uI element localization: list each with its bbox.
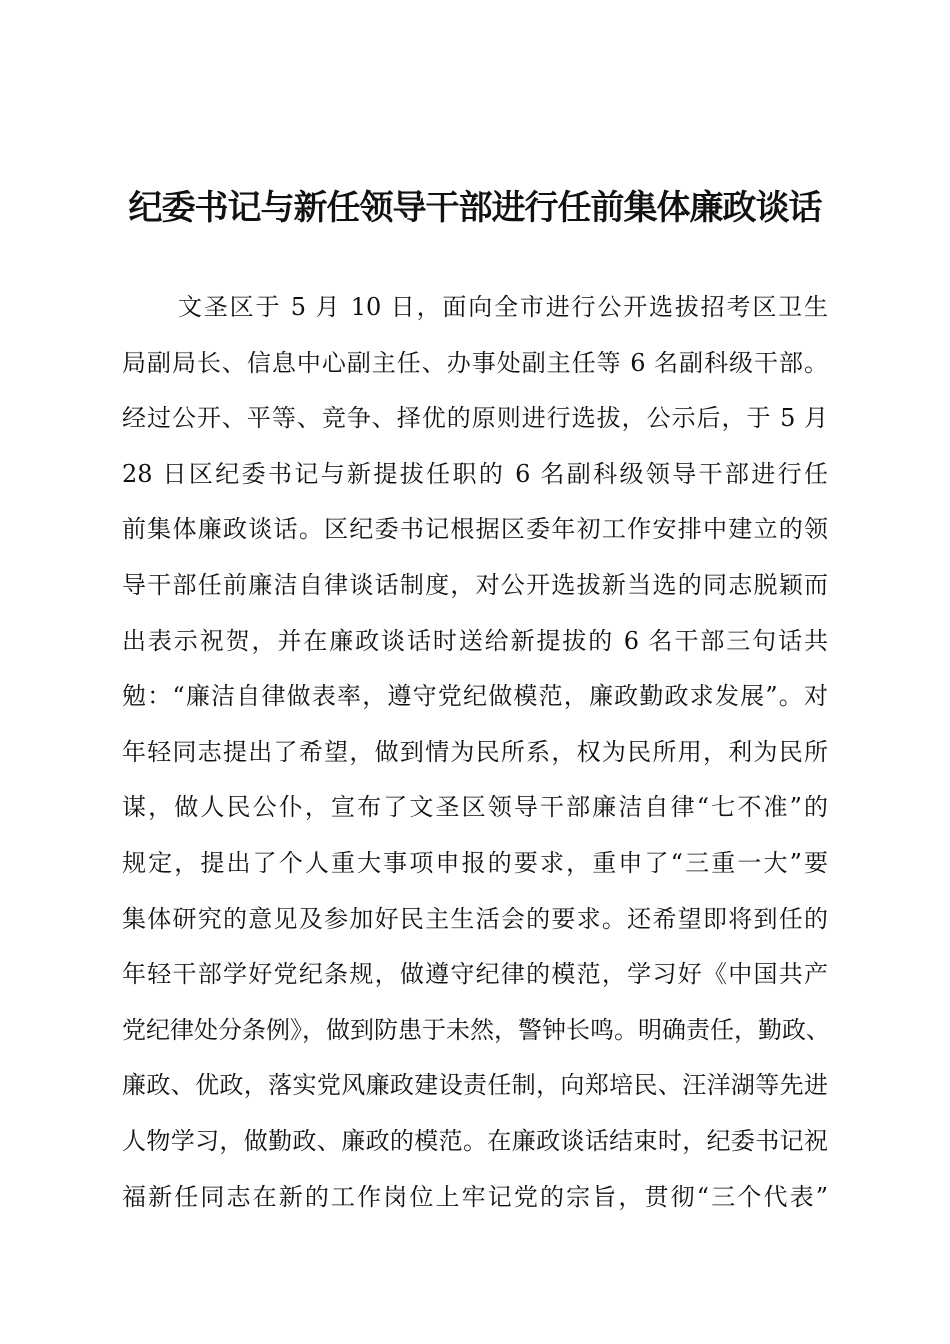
paragraph-line: 集体研究的意见及参加好民主生活会的要求。还希望即将到任的 [122, 904, 828, 933]
document-title: 纪委书记与新任领导干部进行任前集体廉政谈话 [128, 188, 822, 228]
paragraph-line: 28 日区纪委书记与新提拔任职的 6 名副科级领导干部进行任 [122, 459, 828, 488]
paragraph-line: 出表示祝贺，并在廉政谈话时送给新提拔的 6 名干部三句话共 [122, 626, 828, 655]
paragraph-line: 人物学习，做勤政、廉政的模范。在廉政谈话结束时，纪委书记祝 [122, 1126, 828, 1155]
document-body [122, 280, 828, 1225]
paragraph-line: 福新任同志在新的工作岗位上牢记党的宗旨，贯彻“三个代表” [122, 1182, 828, 1211]
paragraph-line: 经过公开、平等、竞争、择优的原则进行选拔，公示后，于 5 月 [122, 404, 828, 433]
paragraph-line: 局副局长、信息中心副主任、办事处副主任等 6 名副科级干部。 [122, 348, 828, 377]
paragraph-line: 规定，提出了个人重大事项申报的要求，重申了“三重一大”要 [122, 848, 828, 877]
paragraph-line: 勉：“廉洁自律做表率，遵守党纪做模范，廉政勤政求发展”。对 [122, 682, 828, 711]
paragraph-line: 年轻同志提出了希望，做到情为民所系，权为民所用，利为民所 [122, 737, 828, 766]
paragraph-line: 谋，做人民公仆，宣布了文圣区领导干部廉洁自律“七不准”的 [122, 793, 828, 822]
paragraph-line: 导干部任前廉洁自律谈话制度，对公开选拔新当选的同志脱颖而 [122, 570, 828, 599]
paragraph-line: 廉政、优政，落实党风廉政建设责任制，向郑培民、汪洋湖等先进 [122, 1071, 828, 1100]
paragraph-line: 文圣区于 5 月 10 日，面向全市进行公开选拔招考区卫生 [178, 293, 828, 321]
paragraph-line: 党纪律处分条例》，做到防患于未然，警钟长鸣。明确责任，勤政、 [122, 1015, 830, 1044]
paragraph-line: 年轻干部学好党纪条规，做遵守纪律的模范，学习好《中国共产 [122, 960, 828, 989]
paragraph-line: 前集体廉政谈话。区纪委书记根据区委年初工作安排中建立的领 [122, 515, 828, 544]
